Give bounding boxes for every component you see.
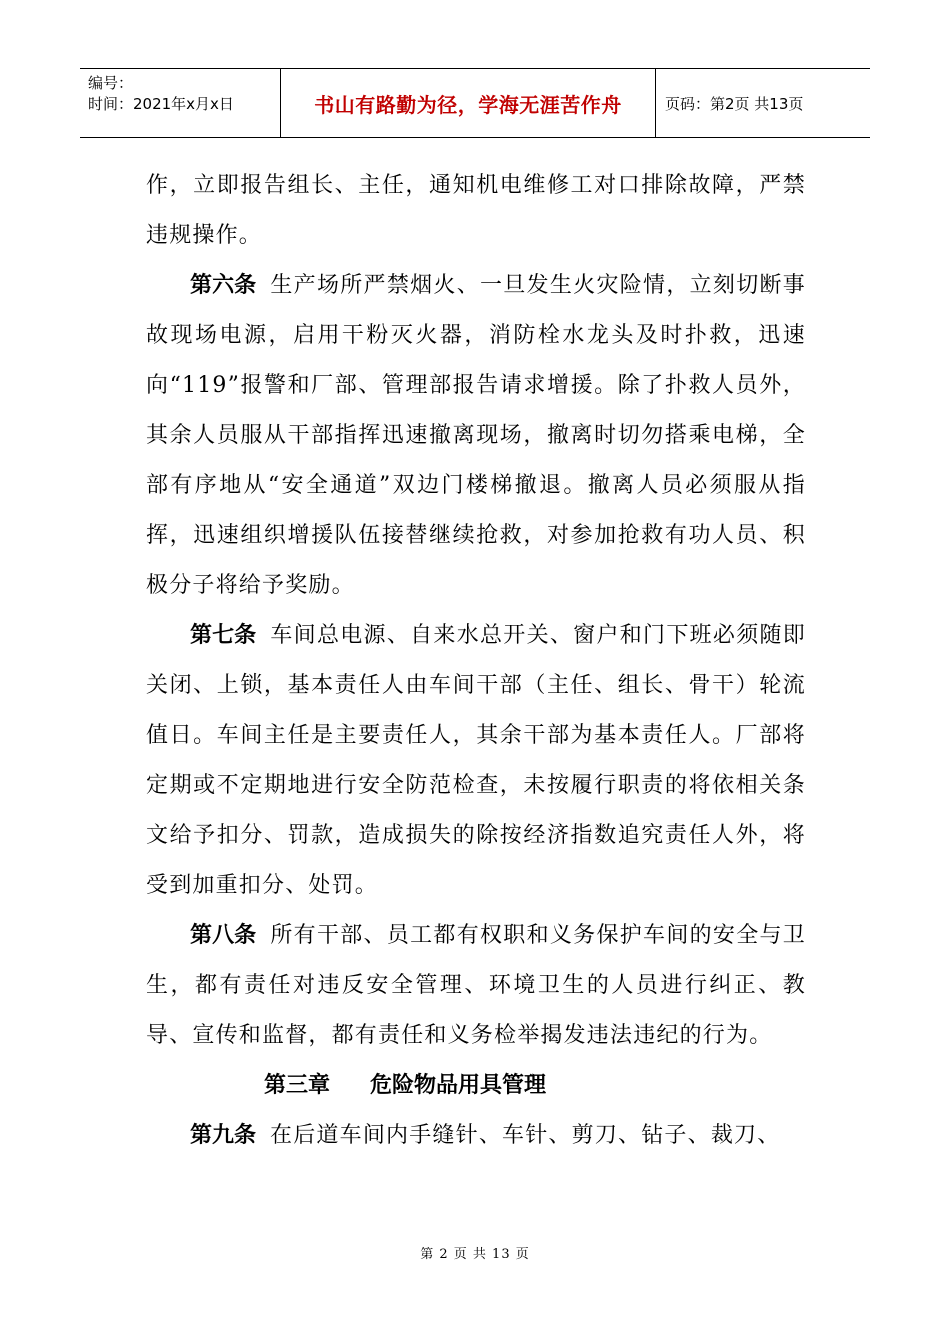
document-header	[80, 68, 870, 138]
article-text: 车间总电源、自来水总开关、窗户和门下班必须随即关闭、上锁，基本责任人由车间干部（主任、组长、骨干）轮流值日。车间主任是主要责任人，其余干部为基本责任人。厂部将定期或不定期地进行安全防范检查，未按履行职责的将依相关条文给予扣分、罚款，造成损失的除按经济指数追究责任人外，将受到加重扣分、处罚。	[146, 623, 806, 898]
article-heading: 第六条	[190, 273, 257, 298]
page-footer: 第 2 页 共 13 页	[420, 1247, 530, 1262]
chapter-title: 危险物品用具管理	[370, 1073, 547, 1098]
article-heading: 第九条	[190, 1123, 257, 1148]
header-meta	[88, 73, 234, 115]
article-6	[146, 261, 806, 611]
article-text: 在后道车间内手缝针、车针、剪刀、钻子、裁刀、	[270, 1123, 781, 1148]
document-body	[146, 161, 806, 1161]
chapter-number: 第三章	[264, 1073, 331, 1098]
header-page-info: 页码：第2页 共13页	[665, 94, 804, 113]
article-text: 生产场所严禁烟火、一旦发生火灾险情，立刻切断事故现场电源，启用干粉灭火器，消防栓水龙头及时扑救，迅速向“119”报警和厂部、管理部报告请求增援。除了扑救人员外，其余人员服从干部指挥迅速撤离现场，撤离时切勿搭乘电梯，全部有序地从“安全通道”双边门楼梯撤退。撤离人员必须服从指挥，迅速组织增援队伍接替继续抢救，对参加抢救有功人员、积极分子将给予奖励。	[146, 273, 806, 598]
paragraph-continued: 作，立即报告组长、主任，通知机电维修工对口排除故障，严禁违规操作。	[146, 173, 806, 248]
article-7	[146, 611, 806, 911]
article-8	[146, 911, 806, 1061]
article-heading: 第七条	[190, 623, 257, 648]
article-9	[146, 1111, 806, 1161]
date-label: 时间：2021年x月x日	[88, 95, 234, 113]
header-motto: 书山有路勤为径，学海无涯苦作舟	[314, 92, 622, 117]
article-heading: 第八条	[190, 923, 257, 948]
header-divider	[655, 69, 656, 137]
chapter-heading	[146, 1061, 806, 1111]
article-text: 所有干部、员工都有权职和义务保护车间的安全与卫生，都有责任对违反安全管理、环境卫生的人员进行纠正、教导、宣传和监督，都有责任和义务检举揭发违法违纪的行为。	[146, 923, 806, 1048]
number-label: 编号：	[88, 74, 134, 92]
